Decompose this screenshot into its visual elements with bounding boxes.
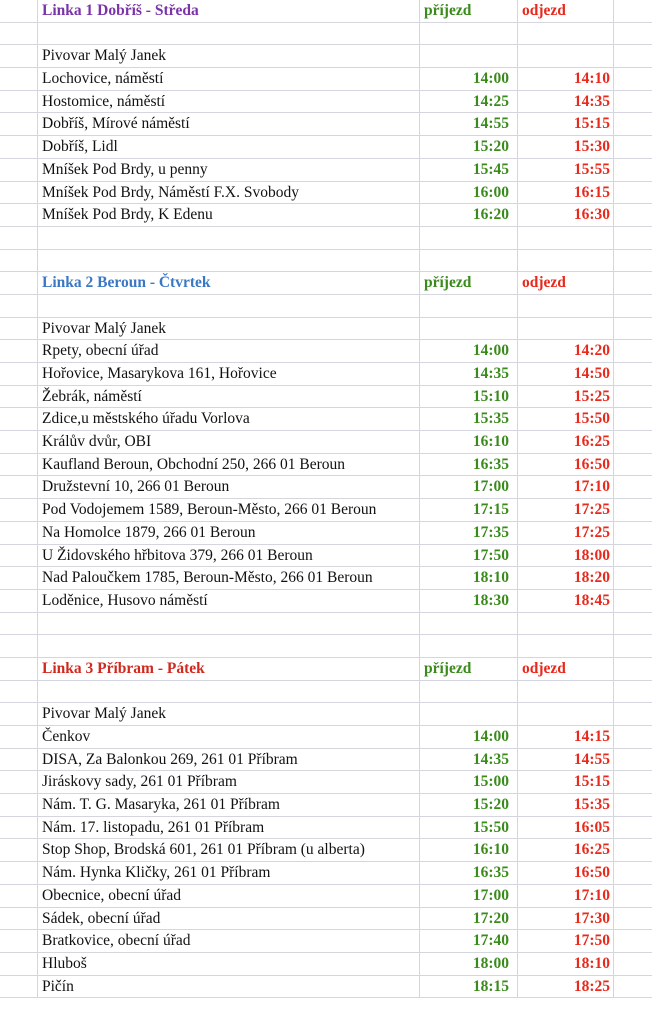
arrival-time[interactable]: 15:20 <box>420 136 518 159</box>
row-gutter[interactable] <box>614 885 652 908</box>
row-gutter[interactable] <box>0 454 38 477</box>
row-gutter[interactable] <box>614 45 652 68</box>
empty-cell[interactable] <box>614 635 652 658</box>
row-gutter[interactable] <box>0 908 38 931</box>
stop-row <box>0 749 652 772</box>
row-gutter[interactable] <box>614 817 652 840</box>
stop-name[interactable]: Družstevní 10, 266 01 Beroun <box>38 476 420 499</box>
row-gutter[interactable] <box>0 771 38 794</box>
stop-row <box>0 204 652 227</box>
row-gutter[interactable] <box>614 862 652 885</box>
row-gutter[interactable] <box>0 386 38 409</box>
departure-time[interactable]: 16:50 <box>518 454 614 477</box>
arrival-time[interactable]: 14:35 <box>420 749 518 772</box>
empty-cell[interactable] <box>518 681 614 704</box>
stop-name[interactable]: Dobříš, Mírové náměstí <box>38 113 420 136</box>
origin-name[interactable]: Pivovar Malý Janek <box>38 318 420 341</box>
departure-time[interactable]: 18:25 <box>518 976 614 999</box>
empty-cell[interactable] <box>0 681 38 704</box>
row-gutter[interactable] <box>0 567 38 590</box>
stop-name[interactable]: Zdice,u městského úřadu Vorlova <box>38 408 420 431</box>
row-gutter[interactable] <box>614 136 652 159</box>
row-gutter[interactable] <box>614 363 652 386</box>
row-gutter[interactable] <box>0 749 38 772</box>
row-gutter[interactable] <box>614 0 652 23</box>
stop-name[interactable]: Lochovice, náměstí <box>38 68 420 91</box>
departure-time[interactable]: 14:20 <box>518 340 614 363</box>
arrival-time[interactable]: 17:00 <box>420 885 518 908</box>
arrival-time[interactable]: 18:10 <box>420 567 518 590</box>
stop-name[interactable]: U Židovského hřbitova 379, 266 01 Beroun <box>38 545 420 568</box>
stop-row <box>0 386 652 409</box>
departure-time[interactable]: 14:15 <box>518 726 614 749</box>
arrival-time[interactable]: 17:35 <box>420 522 518 545</box>
departure-time[interactable]: 16:25 <box>518 431 614 454</box>
stop-name[interactable]: Mníšek Pod Brdy, Náměstí F.X. Svobody <box>38 182 420 205</box>
row-gutter[interactable] <box>0 0 38 23</box>
arrival-time[interactable]: 18:15 <box>420 976 518 999</box>
row-gutter[interactable] <box>614 68 652 91</box>
arrival-time[interactable]: 15:50 <box>420 817 518 840</box>
departure-time[interactable]: 15:30 <box>518 136 614 159</box>
row-gutter[interactable] <box>0 136 38 159</box>
departure-time[interactable]: 18:45 <box>518 590 614 613</box>
stop-name[interactable]: Rpety, obecní úřad <box>38 340 420 363</box>
empty-cell[interactable] <box>614 250 652 273</box>
line-header-row <box>0 0 652 23</box>
stop-row <box>0 91 652 114</box>
stop-name[interactable]: Mníšek Pod Brdy, u penny <box>38 159 420 182</box>
stop-name[interactable]: Obecnice, obecní úřad <box>38 885 420 908</box>
row-gutter[interactable] <box>0 794 38 817</box>
row-gutter[interactable] <box>614 318 652 341</box>
stop-name[interactable]: Nad Paloučkem 1785, Beroun-Město, 266 01 Beroun <box>38 567 420 590</box>
row-gutter[interactable] <box>614 272 652 295</box>
departure-time[interactable]: 15:55 <box>518 159 614 182</box>
line-header-row <box>0 658 652 681</box>
arrival-time[interactable]: 14:55 <box>420 113 518 136</box>
row-gutter[interactable] <box>614 590 652 613</box>
row-gutter[interactable] <box>614 976 652 999</box>
arrival-time[interactable]: 16:35 <box>420 454 518 477</box>
departure-time[interactable]: 14:50 <box>518 363 614 386</box>
stop-row <box>0 567 652 590</box>
empty-cell[interactable] <box>518 635 614 658</box>
row-gutter[interactable] <box>614 726 652 749</box>
stop-name[interactable]: Loděnice, Husovo náměstí <box>38 590 420 613</box>
origin-row <box>0 703 652 726</box>
row-gutter[interactable] <box>614 839 652 862</box>
empty-row <box>0 613 652 636</box>
departure-time[interactable]: 16:50 <box>518 862 614 885</box>
departure-time[interactable]: 17:25 <box>518 499 614 522</box>
empty-row <box>0 635 652 658</box>
stop-name[interactable]: Jiráskovy sady, 261 01 Příbram <box>38 771 420 794</box>
row-gutter[interactable] <box>614 703 652 726</box>
stop-row <box>0 590 652 613</box>
stop-name[interactable]: Dobříš, Lidl <box>38 136 420 159</box>
stop-row <box>0 771 652 794</box>
empty-cell[interactable] <box>518 23 614 46</box>
row-gutter[interactable] <box>614 408 652 431</box>
stop-name[interactable]: Žebrák, náměstí <box>38 386 420 409</box>
arrival-time[interactable]: 14:00 <box>420 726 518 749</box>
arrival-time[interactable]: 16:00 <box>420 182 518 205</box>
empty-cell[interactable] <box>420 250 518 273</box>
row-gutter[interactable] <box>0 91 38 114</box>
stop-row <box>0 113 652 136</box>
row-gutter[interactable] <box>614 953 652 976</box>
empty-cell[interactable] <box>518 227 614 250</box>
departure-header[interactable]: odjezd <box>518 0 614 23</box>
empty-row <box>0 227 652 250</box>
stop-name[interactable]: Bratkovice, obecní úřad <box>38 930 420 953</box>
arrival-time[interactable]: 17:15 <box>420 499 518 522</box>
row-gutter[interactable] <box>0 159 38 182</box>
empty-cell[interactable] <box>420 613 518 636</box>
empty-row <box>0 23 652 46</box>
arrival-time[interactable]: 16:10 <box>420 839 518 862</box>
stop-name[interactable]: Nám. 17. listopadu, 261 01 Příbram <box>38 817 420 840</box>
empty-cell[interactable] <box>420 295 518 318</box>
departure-time[interactable]: 18:00 <box>518 545 614 568</box>
row-gutter[interactable] <box>614 204 652 227</box>
stop-name[interactable]: Hořovice, Masarykova 161, Hořovice <box>38 363 420 386</box>
stop-row <box>0 454 652 477</box>
departure-time[interactable]: 17:10 <box>518 885 614 908</box>
stop-name[interactable]: Hostomice, náměstí <box>38 91 420 114</box>
stop-name[interactable]: Hluboš <box>38 953 420 976</box>
arrival-time[interactable]: 14:00 <box>420 68 518 91</box>
row-gutter[interactable] <box>0 499 38 522</box>
arrival-time[interactable]: 14:00 <box>420 340 518 363</box>
empty-cell[interactable] <box>420 227 518 250</box>
row-gutter[interactable] <box>614 182 652 205</box>
row-gutter[interactable] <box>0 476 38 499</box>
origin-name[interactable]: Pivovar Malý Janek <box>38 703 420 726</box>
row-gutter[interactable] <box>0 545 38 568</box>
row-gutter[interactable] <box>0 953 38 976</box>
line-header-row <box>0 272 652 295</box>
row-gutter[interactable] <box>614 499 652 522</box>
row-gutter[interactable] <box>0 363 38 386</box>
arrival-time[interactable]: 17:20 <box>420 908 518 931</box>
row-gutter[interactable] <box>614 159 652 182</box>
stop-name[interactable]: Králův dvůr, OBI <box>38 431 420 454</box>
arrival-time[interactable] <box>420 45 518 68</box>
departure-time[interactable]: 17:30 <box>518 908 614 931</box>
empty-cell[interactable] <box>420 635 518 658</box>
row-gutter[interactable] <box>0 318 38 341</box>
departure-time[interactable] <box>518 318 614 341</box>
empty-cell[interactable] <box>0 295 38 318</box>
stop-row <box>0 976 652 999</box>
row-gutter[interactable] <box>0 590 38 613</box>
stop-row <box>0 908 652 931</box>
departure-time[interactable]: 17:10 <box>518 476 614 499</box>
row-gutter[interactable] <box>614 454 652 477</box>
row-gutter[interactable] <box>0 272 38 295</box>
empty-cell[interactable] <box>0 635 38 658</box>
arrival-time[interactable]: 18:00 <box>420 953 518 976</box>
row-gutter[interactable] <box>0 862 38 885</box>
departure-time[interactable]: 15:25 <box>518 386 614 409</box>
departure-time[interactable] <box>518 45 614 68</box>
arrival-time[interactable]: 15:00 <box>420 771 518 794</box>
stop-row <box>0 726 652 749</box>
row-gutter[interactable] <box>614 567 652 590</box>
arrival-time[interactable]: 17:40 <box>420 930 518 953</box>
row-gutter[interactable] <box>0 204 38 227</box>
row-gutter[interactable] <box>0 703 38 726</box>
row-gutter[interactable] <box>614 658 652 681</box>
empty-cell[interactable] <box>614 23 652 46</box>
arrival-time[interactable]: 17:50 <box>420 545 518 568</box>
empty-row <box>0 250 652 273</box>
row-gutter[interactable] <box>0 885 38 908</box>
arrival-time[interactable]: 15:10 <box>420 386 518 409</box>
empty-cell[interactable] <box>38 227 420 250</box>
stop-row <box>0 499 652 522</box>
departure-time[interactable]: 16:30 <box>518 204 614 227</box>
empty-cell[interactable] <box>38 23 420 46</box>
row-gutter[interactable] <box>614 771 652 794</box>
arrival-time[interactable]: 15:20 <box>420 794 518 817</box>
empty-cell[interactable] <box>0 613 38 636</box>
origin-row <box>0 318 652 341</box>
departure-time[interactable]: 18:20 <box>518 567 614 590</box>
arrival-time[interactable]: 14:25 <box>420 91 518 114</box>
row-gutter[interactable] <box>614 91 652 114</box>
empty-row <box>0 295 652 318</box>
row-gutter[interactable] <box>614 113 652 136</box>
stop-row <box>0 930 652 953</box>
stop-name[interactable]: Pičín <box>38 976 420 999</box>
stop-name[interactable]: DISA, Za Balonkou 269, 261 01 Příbram <box>38 749 420 772</box>
stop-name[interactable]: Čenkov <box>38 726 420 749</box>
origin-name[interactable]: Pivovar Malý Janek <box>38 45 420 68</box>
empty-cell[interactable] <box>518 250 614 273</box>
empty-cell[interactable] <box>518 613 614 636</box>
arrival-time[interactable]: 15:45 <box>420 159 518 182</box>
arrival-header[interactable]: příjezd <box>420 0 518 23</box>
empty-cell[interactable] <box>38 681 420 704</box>
row-gutter[interactable] <box>0 68 38 91</box>
arrival-header[interactable]: příjezd <box>420 658 518 681</box>
stop-row <box>0 476 652 499</box>
stop-row <box>0 794 652 817</box>
empty-row <box>0 681 652 704</box>
stop-row <box>0 862 652 885</box>
stop-row <box>0 159 652 182</box>
empty-cell[interactable] <box>614 681 652 704</box>
stop-name[interactable]: Na Homolce 1879, 266 01 Beroun <box>38 522 420 545</box>
stop-row <box>0 340 652 363</box>
row-gutter[interactable] <box>0 45 38 68</box>
arrival-time[interactable]: 16:35 <box>420 862 518 885</box>
arrival-time[interactable]: 16:20 <box>420 204 518 227</box>
empty-cell[interactable] <box>0 250 38 273</box>
departure-time[interactable]: 17:25 <box>518 522 614 545</box>
stop-name[interactable]: Mníšek Pod Brdy, K Edenu <box>38 204 420 227</box>
arrival-time[interactable]: 18:30 <box>420 590 518 613</box>
empty-cell[interactable] <box>614 295 652 318</box>
row-gutter[interactable] <box>0 658 38 681</box>
row-gutter[interactable] <box>0 431 38 454</box>
row-gutter[interactable] <box>614 340 652 363</box>
stop-row <box>0 953 652 976</box>
row-gutter[interactable] <box>614 930 652 953</box>
departure-time[interactable]: 16:25 <box>518 839 614 862</box>
empty-cell[interactable] <box>420 681 518 704</box>
arrival-time[interactable] <box>420 318 518 341</box>
row-gutter[interactable] <box>0 817 38 840</box>
line-title[interactable]: Linka 3 Příbram - Pátek <box>38 658 420 681</box>
empty-cell[interactable] <box>38 635 420 658</box>
arrival-time[interactable]: 15:35 <box>420 408 518 431</box>
empty-cell[interactable] <box>0 23 38 46</box>
departure-time[interactable]: 16:05 <box>518 817 614 840</box>
empty-cell[interactable] <box>38 250 420 273</box>
stop-name[interactable]: Kaufland Beroun, Obchodní 250, 266 01 Beroun <box>38 454 420 477</box>
stop-name[interactable]: Stop Shop, Brodská 601, 261 01 Příbram (u alberta) <box>38 839 420 862</box>
departure-time[interactable]: 18:10 <box>518 953 614 976</box>
departure-time[interactable]: 17:50 <box>518 930 614 953</box>
stop-row <box>0 68 652 91</box>
departure-time[interactable] <box>518 703 614 726</box>
stop-row <box>0 817 652 840</box>
arrival-header[interactable]: příjezd <box>420 272 518 295</box>
row-gutter[interactable] <box>614 386 652 409</box>
departure-time[interactable]: 16:15 <box>518 182 614 205</box>
row-gutter[interactable] <box>614 545 652 568</box>
row-gutter[interactable] <box>614 522 652 545</box>
stop-row <box>0 839 652 862</box>
departure-time[interactable]: 15:35 <box>518 794 614 817</box>
departure-header[interactable]: odjezd <box>518 272 614 295</box>
empty-cell[interactable] <box>38 613 420 636</box>
departure-time[interactable]: 15:15 <box>518 771 614 794</box>
row-gutter[interactable] <box>0 930 38 953</box>
row-gutter[interactable] <box>0 976 38 999</box>
departure-time[interactable]: 14:35 <box>518 91 614 114</box>
arrival-time[interactable]: 17:00 <box>420 476 518 499</box>
stop-name[interactable]: Sádek, obecní úřad <box>38 908 420 931</box>
row-gutter[interactable] <box>614 431 652 454</box>
stop-row <box>0 182 652 205</box>
line-title[interactable]: Linka 1 Dobříš - Středa <box>38 0 420 23</box>
row-gutter[interactable] <box>0 408 38 431</box>
arrival-time[interactable] <box>420 703 518 726</box>
row-gutter[interactable] <box>0 113 38 136</box>
departure-header[interactable]: odjezd <box>518 658 614 681</box>
line-title[interactable]: Linka 2 Beroun - Čtvrtek <box>38 272 420 295</box>
empty-cell[interactable] <box>518 295 614 318</box>
row-gutter[interactable] <box>0 522 38 545</box>
stop-name[interactable]: Nám. T. G. Masaryka, 261 01 Příbram <box>38 794 420 817</box>
empty-cell[interactable] <box>420 23 518 46</box>
row-gutter[interactable] <box>0 726 38 749</box>
stop-row <box>0 136 652 159</box>
arrival-time[interactable]: 14:35 <box>420 363 518 386</box>
stop-row <box>0 431 652 454</box>
stop-name[interactable]: Nám. Hynka Kličky, 261 01 Příbram <box>38 862 420 885</box>
stop-name[interactable]: Pod Vodojemem 1589, Beroun-Město, 266 01 Beroun <box>38 499 420 522</box>
row-gutter[interactable] <box>0 340 38 363</box>
departure-time[interactable]: 14:55 <box>518 749 614 772</box>
row-gutter[interactable] <box>614 794 652 817</box>
stop-row <box>0 885 652 908</box>
empty-cell[interactable] <box>614 227 652 250</box>
stop-row <box>0 408 652 431</box>
empty-cell[interactable] <box>0 227 38 250</box>
row-gutter[interactable] <box>0 839 38 862</box>
origin-row <box>0 45 652 68</box>
row-gutter[interactable] <box>614 749 652 772</box>
stop-row <box>0 363 652 386</box>
row-gutter[interactable] <box>614 476 652 499</box>
departure-time[interactable]: 15:15 <box>518 113 614 136</box>
empty-cell[interactable] <box>614 613 652 636</box>
row-gutter[interactable] <box>0 182 38 205</box>
departure-time[interactable]: 15:50 <box>518 408 614 431</box>
row-gutter[interactable] <box>614 908 652 931</box>
stop-row <box>0 522 652 545</box>
departure-time[interactable]: 14:10 <box>518 68 614 91</box>
empty-cell[interactable] <box>38 295 420 318</box>
stop-row <box>0 545 652 568</box>
arrival-time[interactable]: 16:10 <box>420 431 518 454</box>
